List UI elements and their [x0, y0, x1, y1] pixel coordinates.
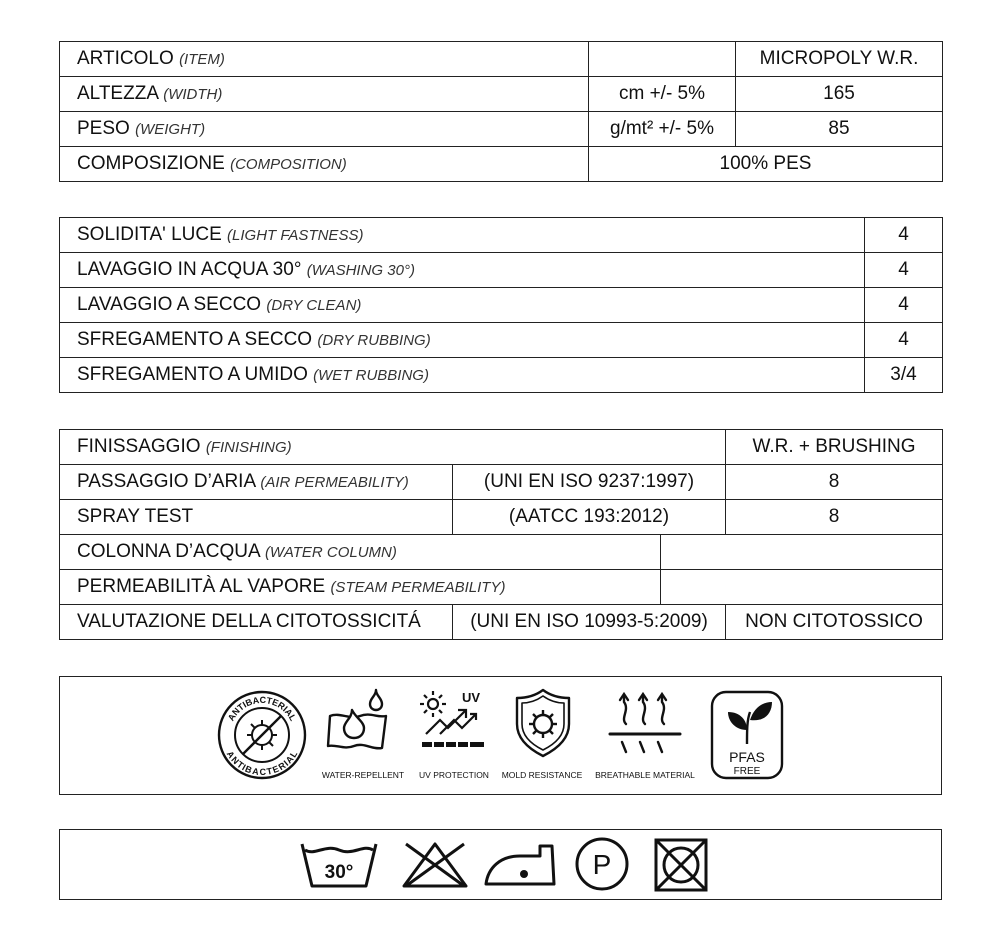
water-repellent-caption: WATER-REPELLENT — [321, 770, 405, 780]
table-row — [60, 605, 943, 640]
svg-text:PFAS: PFAS — [729, 749, 765, 765]
uv-protection-icon — [418, 688, 490, 756]
row-label: SOLIDITA' LUCE (LIGHT FASTNESS) — [60, 218, 865, 253]
dry-clean-p-icon — [574, 836, 630, 892]
svg-text:FREE: FREE — [733, 766, 761, 777]
table-row — [60, 42, 943, 77]
wash-30-icon — [300, 840, 378, 890]
row-unit — [589, 42, 736, 77]
mold-resistance-caption: MOLD RESISTANCE — [501, 770, 583, 780]
row-value: 3/4 — [865, 358, 943, 393]
row-value: 165 — [736, 77, 943, 112]
breathable-icon — [608, 688, 682, 758]
uv-protection-caption: UV PROTECTION — [419, 770, 489, 780]
table-row — [60, 570, 943, 605]
mold-resistance-icon — [513, 688, 573, 758]
row-label: LAVAGGIO A SECCO (DRY CLEAN) — [60, 288, 865, 323]
row-standard: (AATCC 193:2012) — [453, 500, 726, 535]
row-unit: g/mt² +/- 5% — [589, 112, 736, 147]
no-tumble-dry-icon — [654, 838, 708, 892]
row-standard: (UNI EN ISO 10993-5:2009) — [453, 605, 726, 640]
svg-text:30°: 30° — [324, 862, 354, 883]
table-row — [60, 323, 943, 358]
row-label: COMPOSIZIONE (COMPOSITION) — [60, 147, 589, 182]
svg-text:P: P — [592, 849, 612, 880]
row-label: SFREGAMENTO A UMIDO (WET RUBBING) — [60, 358, 865, 393]
row-value: 4 — [865, 253, 943, 288]
row-label: ARTICOLO (ITEM) — [60, 42, 589, 77]
row-standard: (UNI EN ISO 9237:1997) — [453, 465, 726, 500]
row-value: NON CITOTOSSICO — [726, 605, 943, 640]
row-label: LAVAGGIO IN ACQUA 30° (WASHING 30°) — [60, 253, 865, 288]
row-label: COLONNA D’ACQUA (WATER COLUMN) — [60, 535, 661, 570]
row-label: PASSAGGIO D’ARIA (AIR PERMEABILITY) — [60, 465, 453, 500]
row-value: 100% PES — [589, 147, 943, 182]
table-row — [60, 288, 943, 323]
row-label: PESO (WEIGHT) — [60, 112, 589, 147]
row-label: SPRAY TEST — [60, 500, 453, 535]
no-bleach-icon — [400, 840, 470, 890]
pfas-free-icon — [710, 690, 784, 780]
row-value: 4 — [865, 218, 943, 253]
water-repellent-icon — [326, 688, 390, 754]
iron-icon — [484, 842, 556, 888]
table-row — [60, 430, 943, 465]
row-value — [661, 535, 943, 570]
svg-text:UV: UV — [462, 690, 481, 705]
svg-text:ANTIBACTERIAL: ANTIBACTERIAL — [225, 694, 299, 723]
table-row — [60, 77, 943, 112]
row-value: W.R. + BRUSHING — [726, 430, 943, 465]
table-performance — [59, 429, 943, 640]
antibacterial-icon — [217, 690, 307, 780]
svg-text:ANTIBACTERIAL: ANTIBACTERIAL — [224, 749, 300, 778]
row-value: 8 — [726, 500, 943, 535]
breathable-caption: BREATHABLE MATERIAL — [595, 770, 695, 780]
table-row — [60, 358, 943, 393]
table-article — [59, 41, 943, 182]
row-unit: cm +/- 5% — [589, 77, 736, 112]
table-row — [60, 218, 943, 253]
row-value: 4 — [865, 323, 943, 358]
row-label: SFREGAMENTO A SECCO (DRY RUBBING) — [60, 323, 865, 358]
row-value: 85 — [736, 112, 943, 147]
table-row — [60, 147, 943, 182]
row-label: ALTEZZA (WIDTH) — [60, 77, 589, 112]
row-value: 4 — [865, 288, 943, 323]
table-row — [60, 465, 943, 500]
row-label: VALUTAZIONE DELLA CITOTOSSICITÁ — [60, 605, 453, 640]
row-value — [661, 570, 943, 605]
row-value: 8 — [726, 465, 943, 500]
row-label: PERMEABILITÀ AL VAPORE (STEAM PERMEABILITY) — [60, 570, 661, 605]
table-row — [60, 535, 943, 570]
table-row — [60, 253, 943, 288]
table-row — [60, 500, 943, 535]
row-label: FINISSAGGIO (FINISHING) — [60, 430, 726, 465]
row-value: MICROPOLY W.R. — [736, 42, 943, 77]
table-fastness — [59, 217, 943, 393]
table-row — [60, 112, 943, 147]
